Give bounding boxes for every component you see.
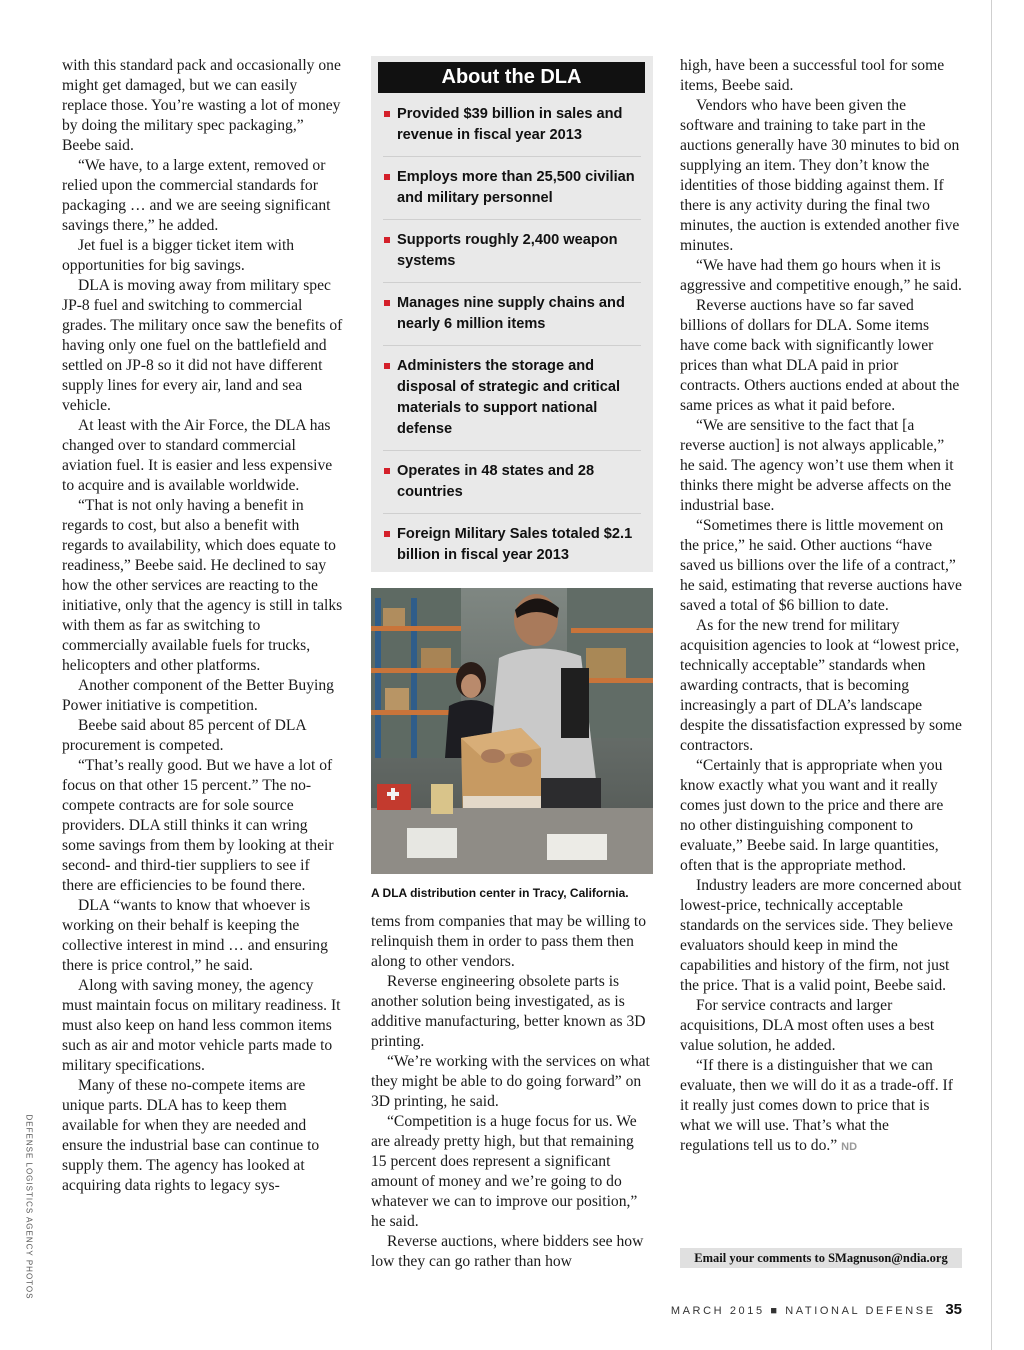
paragraph: Another component of the Better Buying Power initiative is competition.	[62, 677, 334, 714]
fact-item: Employs more than 25,500 civilian and military personnel	[383, 167, 641, 220]
article-column-1	[62, 56, 344, 1196]
paragraph: DLA “wants to know that whoever is working on their behalf is keeping the collective interest in mind … and ensuring there is price control,” he said.	[62, 897, 328, 974]
page-footer	[671, 1301, 962, 1318]
fact-item: Manages nine supply chains and nearly 6 million items	[383, 293, 641, 346]
fact-item: Foreign Military Sales totaled $2.1 billion in fiscal year 2013	[383, 524, 641, 576]
page-edge-rule	[991, 0, 992, 1350]
closing-quote: “If there is a distinguisher that we can evaluate, then we will do it as a trade-off. If it really just comes down to price that is what we will use. That’s what the regulations tell us to do.”	[680, 1057, 953, 1154]
paragraph: with this standard pack and occasionally one might get damaged, but we can easily replace those. You’re wasting a lot of money by doing the military spec packaging,” Beebe said.	[62, 57, 341, 154]
sidebar-title: About the DLA	[378, 62, 645, 93]
paragraph: For service contracts and larger acquisitions, DLA most often uses a best value solution, he added.	[680, 997, 935, 1054]
article-column-3	[680, 56, 962, 1157]
distribution-center-photo	[371, 588, 653, 874]
paragraph: Many of these no-compete items are unique parts. DLA has to keep them available for when they are needed and ensure the industrial base can continue to supply them. The agency has looked at acquiring data rights to legacy sys-	[62, 1077, 320, 1194]
paragraph: “We have, to a large extent, removed or relied upon the commercial standards for packaging … and we are seeing significant savings there,” he added.	[62, 157, 331, 234]
paragraph: tems from companies that may be willing to relinquish them in order to pass them then along to other vendors.	[371, 913, 646, 970]
paragraph: “We are sensitive to the fact that [a reverse auction] is not always applicable,” he said. The agency won’t use them when it thinks there might be adverse affects on the industrial base.	[680, 417, 954, 514]
paragraph: Along with saving money, the agency must maintain focus on military readiness. It must also keep on hand less common items such as air and motor vehicle parts made to military specifications.	[62, 977, 341, 1074]
footer-issue: MARCH 2015	[670, 1305, 765, 1317]
paragraph: Jet fuel is a bigger ticket item with opportunities for big savings.	[62, 237, 295, 274]
photo-caption: A DLA distribution center in Tracy, California.	[371, 886, 629, 900]
bullet-square-icon	[384, 531, 390, 537]
article-column-2	[371, 912, 653, 1272]
page-number: 35	[945, 1301, 962, 1318]
footer-separator-icon: ■	[770, 1305, 780, 1317]
fact-list	[383, 104, 641, 586]
paragraph: As for the new trend for military acquisition agencies to look at “lowest price, technically acceptable” standards when awarding contracts, that is becoming increasingly a part of DLA’s landscape despite the dissatisfaction expressed by some contractors.	[680, 617, 962, 754]
bullet-square-icon	[384, 468, 390, 474]
paragraph: Reverse engineering obsolete parts is another solution being investigated, as is additive manufacturing, better known as 3D printing.	[371, 973, 646, 1050]
paragraph	[680, 1056, 962, 1157]
bullet-square-icon	[384, 174, 390, 180]
paragraph: “Sometimes there is little movement on the price,” he said. Other auctions “have saved us billions over the life of a contract,” he said, estimating that reverse auctions have saved a total of $6 billion to date.	[680, 517, 962, 614]
paragraph: Industry leaders are more concerned about lowest-price, technically acceptable standards on the services side. They believe evaluators should keep in mind the capabilities and history of the firm, not just the price. That is a valid point, Beebe said.	[680, 877, 962, 994]
bullet-square-icon	[384, 363, 390, 369]
fact-item: Supports roughly 2,400 weapon systems	[383, 230, 641, 283]
paragraph: DLA is moving away from military spec JP-8 fuel and switching to commercial grades. The military once saw the benefits of having only one fuel on the battlefield and settled on JP-8 so it did not have different supply lines for every air, land and sea vehicle.	[62, 277, 343, 414]
bullet-square-icon	[384, 300, 390, 306]
email-comments-note: Email your comments to SMagnuson@ndia.org	[680, 1248, 962, 1268]
fact-item: Operates in 48 states and 28 countries	[383, 461, 641, 514]
paragraph: Vendors who have been given the software and training to take part in the auctions generally have 30 minutes to bid on supplying an item. They don’t know the identities of those bidding against them. If there is any activity during the final two minutes, the auction is extended another five minutes.	[680, 97, 960, 254]
paragraph: Beebe said about 85 percent of DLA procurement is competed.	[62, 717, 306, 754]
fact-item: Administers the storage and disposal of strategic and critical materials to support national defense	[383, 356, 641, 451]
paragraph: “Competition is a huge focus for us. We are already pretty high, but that remaining 15 percent does represent a significant amount of money and we’re going to do whatever we can to improve our position,” he said.	[371, 1113, 638, 1230]
bullet-square-icon	[384, 111, 390, 117]
paragraph: Reverse auctions have so far saved billions of dollars for DLA. Some items have come back with significantly lower prices than what DLA paid in prior contracts. Others auctions ended at about the same prices as what it paid before.	[680, 297, 960, 414]
about-dla-sidebar	[371, 56, 653, 572]
fact-item: Provided $39 billion in sales and revenue in fiscal year 2013	[383, 104, 641, 157]
paragraph: Reverse auctions, where bidders see how low they can go rather than how	[371, 1233, 644, 1270]
photo-credit: DEFENSE LOGISTICS AGENCY PHOTOS	[24, 1114, 34, 1300]
footer-publication: NATIONAL DEFENSE	[785, 1305, 936, 1317]
paragraph: “That’s really good. But we have a lot of focus on that other 15 percent.” The no-compete contracts are for sole source providers. DLA still thinks it can wring some savings from them by looking at their second- and third-tier suppliers to see if there are efficiencies to be found there.	[62, 757, 334, 894]
end-mark: ND	[841, 1141, 858, 1153]
paragraph: “Certainly that is appropriate when you know exactly what you want and it really comes just down to the price and there are no other distinguishing component to evaluate,” Beebe said. In large quantities, often that is the appropriate method.	[680, 757, 944, 874]
paragraph: “We have had them go hours when it is aggressive and competitive enough,” he said.	[680, 257, 962, 294]
paragraph: “We’re working with the services on what they might be able to do going forward” on 3D printing, he said.	[371, 1053, 650, 1110]
bullet-square-icon	[384, 237, 390, 243]
paragraph: high, have been a successful tool for some items, Beebe said.	[680, 57, 945, 94]
paragraph: “That is not only having a benefit in regards to cost, but also a benefit with regards to availability, which does equate to readiness,” Beebe said. He declined to say how the other services are reacting to the initiative, only that the agency is still in talks with them as far as switching to commercially available fuels for trucks, helicopters and other platforms.	[62, 497, 343, 674]
paragraph: At least with the Air Force, the DLA has changed over to standard commercial aviation fuel. It is easier and less expensive to acquire and is available worldwide.	[62, 417, 333, 494]
